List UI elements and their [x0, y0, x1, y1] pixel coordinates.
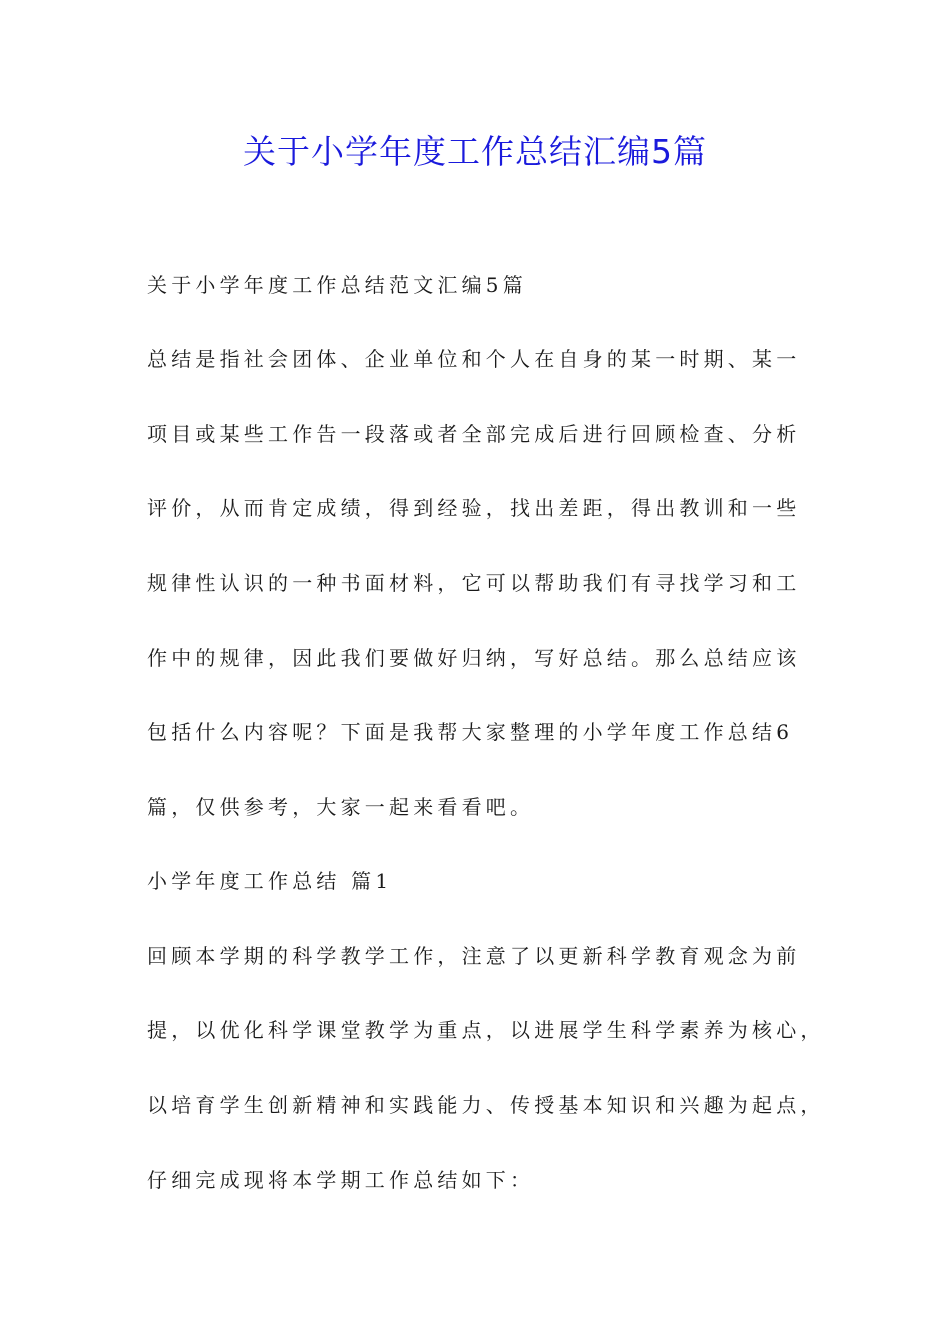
paragraph-line: 回顾本学期的科学教学工作，注意了以更新科学教育观念为前	[147, 944, 801, 968]
paragraph-line: 以培育学生创新精神和实践能力、传授基本知识和兴趣为起点，	[147, 1093, 825, 1117]
subtitle-line: 关于小学年度工作总结范文汇编5篇	[147, 273, 527, 297]
paragraph-line: 规律性认识的一种书面材料，它可以帮助我们有寻找学习和工	[147, 571, 801, 595]
document-title: 关于小学年度工作总结汇编5篇	[243, 132, 707, 171]
paragraph-line: 项目或某些工作告一段落或者全部完成后进行回顾检查、分析	[147, 422, 801, 446]
paragraph-line: 评价，从而肯定成绩，得到经验，找出差距，得出教训和一些	[147, 496, 801, 520]
paragraph-line: 提，以优化科学课堂教学为重点，以进展学生科学素养为核心，	[147, 1018, 825, 1042]
paragraph-line: 作中的规律，因此我们要做好归纳，写好总结。那么总结应该	[147, 646, 801, 670]
section-heading: 小学年度工作总结 篇1	[147, 869, 393, 893]
paragraph-line: 篇，仅供参考，大家一起来看看吧。	[147, 795, 535, 819]
paragraph-line: 总结是指社会团体、企业单位和个人在自身的某一时期、某一	[147, 347, 801, 371]
paragraph-line: 仔细完成现将本学期工作总结如下：	[147, 1168, 535, 1192]
paragraph-line: 包括什么内容呢？下面是我帮大家整理的小学年度工作总结6	[147, 720, 794, 744]
